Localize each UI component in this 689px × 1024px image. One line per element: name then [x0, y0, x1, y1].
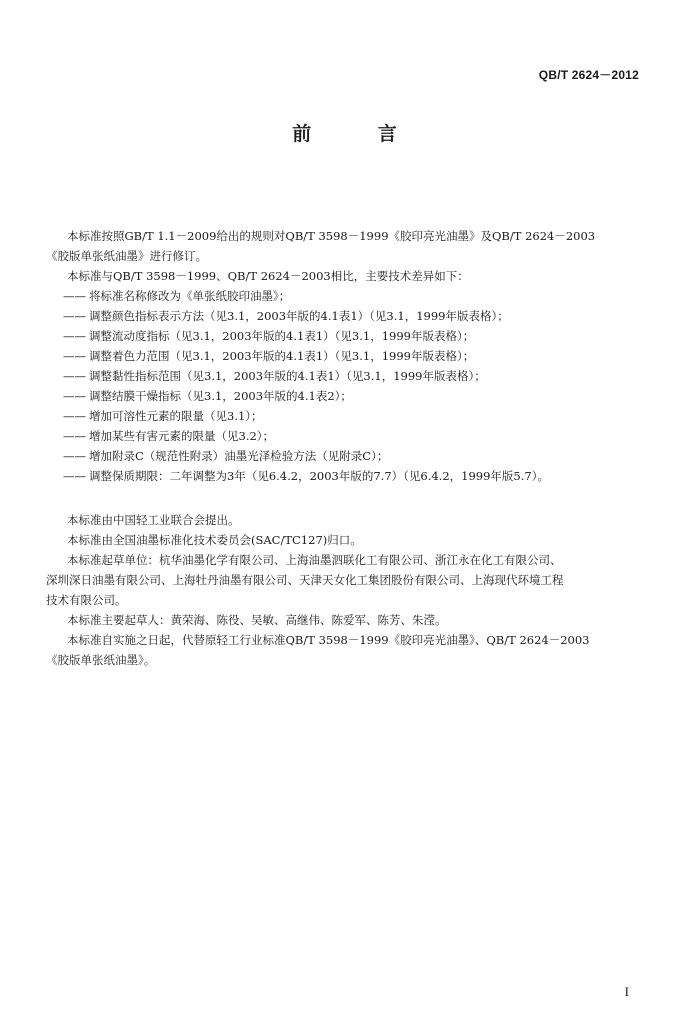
list-item: [63, 466, 549, 486]
page-title: 前 言: [292, 123, 427, 145]
list-dash: ——: [63, 389, 86, 403]
managed-by: 本标准由全国油墨标准化技术委员会(SAC/TC127)归口。: [67, 533, 362, 547]
list-item: [63, 326, 474, 346]
list-dash: ——: [63, 369, 86, 383]
list-item: [63, 446, 388, 466]
list-dash: ——: [63, 449, 86, 463]
list-item-text: 调整黏性指标范围（见3.1，2003年版的4.1表1）（见3.1，1999年版表格）；: [89, 369, 486, 383]
list-dash: ——: [63, 309, 86, 323]
drafters-line-2: 深圳深日油墨有限公司、上海牡丹油墨有限公司、天津天女化工集团股份有限公司、上海现代环境工程: [46, 573, 564, 587]
list-item: [63, 306, 509, 326]
list-item: [63, 406, 263, 426]
list-item: [63, 386, 352, 406]
proposed-by: 本标准由中国轻工业联合会提出。: [67, 513, 240, 527]
list-item-text: 调整保质期限：二年调整为3年（见6.4.2，2003年版的7.7）（见6.4.2，1999年版5.7）。: [89, 469, 549, 483]
list-dash: ——: [63, 469, 86, 483]
list-item-text: 将标准名称修改为《单张纸胶印油墨》；: [89, 289, 291, 303]
list-item: [63, 426, 274, 446]
list-item-text: 调整流动度指标（见3.1，2003年版的4.1表1）（见3.1，1999年版表格）；: [89, 329, 475, 343]
intro-line-1: 本标准按照GB/T 1.1－2009给出的规则对QB/T 3598－1999《胶印亮光油墨》及QB/T 2624－2003: [67, 229, 596, 243]
list-item: [63, 286, 290, 306]
list-dash: ——: [63, 289, 86, 303]
list-item-text: 增加可溶性元素的限量（见3.1）；: [89, 409, 263, 423]
intro-line-2: 《胶版单张纸油墨》进行修订。: [46, 249, 207, 263]
list-dash: ——: [63, 349, 86, 363]
replaces-line-1: 本标准自实施之日起，代替原轻工行业标准QB/T 3598－1999《胶印亮光油墨》、QB/T 2624－2003: [67, 633, 590, 647]
list-dash: ——: [63, 429, 86, 443]
list-item-text: 调整着色力范围（见3.1，2003年版的4.1表1）（见3.1，1999年版表格）；: [89, 349, 475, 363]
list-dash: ——: [63, 409, 86, 423]
standard-code: QB/T 2624－2012: [538, 68, 639, 82]
list-item-text: 增加某些有害元素的限量（见3.2）；: [89, 429, 275, 443]
list-dash: ——: [63, 329, 86, 343]
intro-line-3: 本标准与QB/T 3598－1999、QB/T 2624－2003相比，主要技术差异如下：: [67, 269, 469, 283]
list-item: [63, 366, 486, 386]
list-item-text: 增加附录C（规范性附录）油墨光泽检验方法（见附录C）；: [89, 449, 389, 463]
list-item-text: 调整结膜干燥指标（见3.1，2003年版的4.1表2）；: [89, 389, 352, 403]
page-number: I: [624, 984, 629, 999]
list-item: [63, 346, 474, 366]
drafters-line-3: 技术有限公司。: [46, 593, 127, 607]
replaces-line-2: 《胶版单张纸油墨》。: [46, 653, 156, 667]
list-item-text: 调整颜色指标表示方法（见3.1，2003年版的4.1表1）（见3.1，1999年版表格）；: [89, 309, 509, 323]
authors: 本标准主要起草人：黄荣海、陈役、吴敏、高继伟、陈爱军、陈芳、朱滢。: [67, 613, 447, 627]
drafters-line-1: 本标准起草单位：杭华油墨化学有限公司、上海油墨泗联化工有限公司、浙江永在化工有限公司、: [67, 553, 562, 567]
